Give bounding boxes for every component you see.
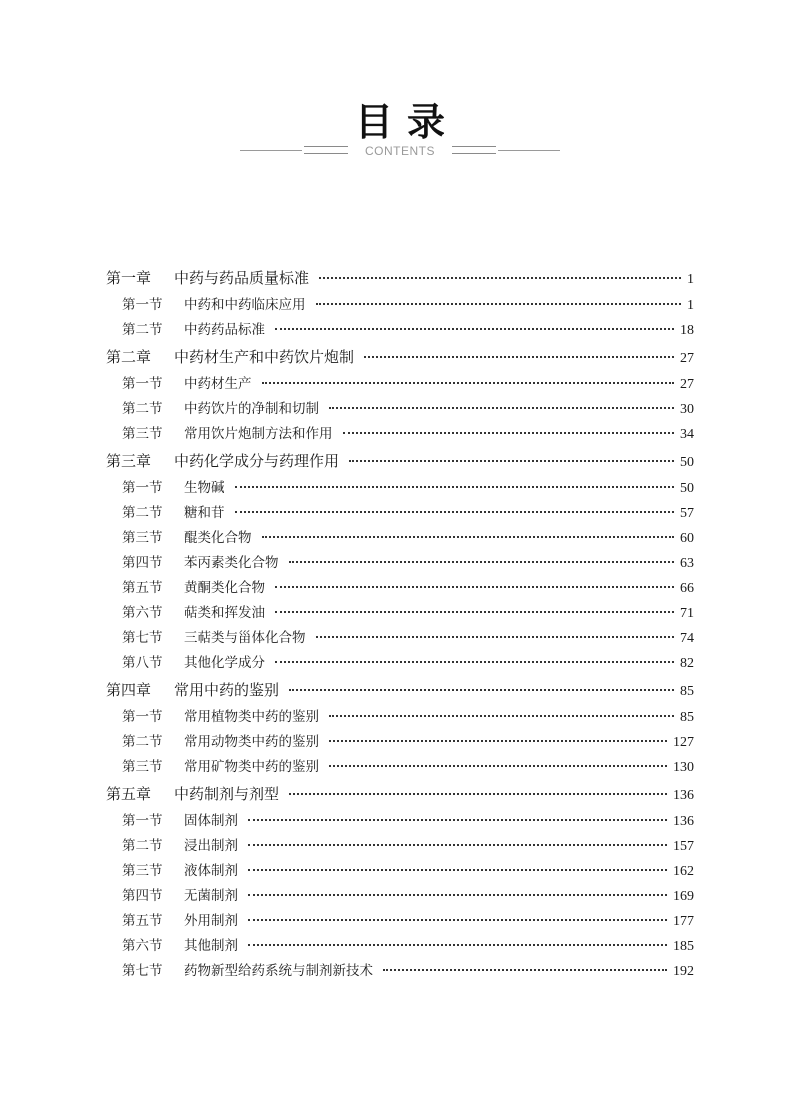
section-label: 第二节 (122, 401, 163, 417)
chapter-label: 第一章 (106, 269, 152, 287)
dot-leader (248, 869, 667, 871)
section-title: 常用矿物类中药的鉴别 (184, 759, 319, 775)
dot-leader (289, 793, 667, 795)
dot-leader (248, 844, 667, 846)
dot-leader (235, 511, 675, 513)
section-title: 其他化学成分 (184, 655, 265, 671)
toc-section-row[interactable] (106, 422, 694, 447)
chapter-title: 中药化学成分与药理作用 (174, 452, 340, 470)
section-label: 第一节 (122, 709, 163, 725)
dot-leader (329, 407, 674, 409)
page-title: 目录 (354, 100, 459, 144)
dot-leader (248, 944, 667, 946)
chapter-label: 第三章 (106, 452, 152, 470)
page-number: 85 (680, 684, 694, 699)
section-label: 第八节 (122, 655, 163, 671)
page-number: 192 (673, 964, 694, 979)
section-label: 第四节 (122, 888, 163, 904)
section-title: 浸出制剂 (184, 838, 238, 854)
section-title: 常用动物类中药的鉴别 (184, 734, 319, 750)
section-title: 药物新型给药系统与制剂新技术 (184, 963, 373, 979)
chapter-label: 第二章 (106, 348, 152, 366)
page-number: 50 (680, 481, 694, 496)
section-label: 第六节 (122, 605, 163, 621)
section-title: 糖和苷 (184, 505, 225, 521)
section-title: 中药和中药临床应用 (184, 297, 306, 313)
page-number: 30 (680, 402, 694, 417)
section-title: 中药材生产 (184, 376, 252, 392)
dot-leader (262, 536, 675, 538)
dot-leader (248, 894, 667, 896)
page-number: 127 (673, 735, 694, 750)
toc-section-row[interactable] (106, 809, 694, 834)
section-title: 醌类化合物 (184, 530, 252, 546)
section-title: 固体制剂 (184, 813, 238, 829)
divider-line-left (240, 150, 302, 151)
toc-section-row[interactable] (106, 372, 694, 397)
section-label: 第二节 (122, 838, 163, 854)
toc-section-row[interactable] (106, 834, 694, 859)
section-title: 中药饮片的净制和切制 (184, 401, 319, 417)
toc-section-row[interactable] (106, 626, 694, 651)
section-label: 第二节 (122, 505, 163, 521)
page-number: 177 (673, 914, 694, 929)
section-label: 第三节 (122, 759, 163, 775)
chapter-title: 中药制剂与剂型 (174, 785, 280, 803)
page-number: 85 (680, 710, 694, 725)
page-number: 18 (680, 323, 694, 338)
page-number: 50 (680, 455, 694, 470)
section-title: 其他制剂 (184, 938, 238, 954)
toc-section-row[interactable] (106, 293, 694, 318)
toc-section-row[interactable] (106, 318, 694, 343)
section-label: 第五节 (122, 580, 163, 596)
page-number: 74 (680, 631, 694, 646)
section-label: 第五节 (122, 913, 163, 929)
toc-chapter-row[interactable] (106, 447, 694, 476)
page-number: 130 (673, 760, 694, 775)
page-number: 66 (680, 581, 694, 596)
chapter-title: 常用中药的鉴别 (174, 681, 280, 699)
toc-section-row[interactable] (106, 501, 694, 526)
section-label: 第二节 (122, 734, 163, 750)
page-number: 169 (673, 889, 694, 904)
section-label: 第二节 (122, 322, 163, 338)
toc-section-row[interactable] (106, 601, 694, 626)
toc-section-row[interactable] (106, 884, 694, 909)
section-title: 无菌制剂 (184, 888, 238, 904)
dot-leader (364, 356, 674, 358)
toc-section-row[interactable] (106, 730, 694, 755)
dot-leader (289, 689, 674, 691)
dot-leader (383, 969, 667, 971)
toc-chapter-row[interactable] (106, 780, 694, 809)
toc-section-row[interactable] (106, 551, 694, 576)
section-title: 苯丙素类化合物 (184, 555, 279, 571)
section-title: 常用植物类中药的鉴别 (184, 709, 319, 725)
section-label: 第一节 (122, 297, 163, 313)
page-number: 1 (687, 298, 694, 313)
table-of-contents (106, 264, 694, 984)
page-number: 63 (680, 556, 694, 571)
page-subtitle: CONTENTS (365, 144, 435, 158)
toc-section-row[interactable] (106, 397, 694, 422)
dot-leader (349, 460, 674, 462)
toc-section-row[interactable] (106, 909, 694, 934)
section-title: 中药药品标准 (184, 322, 265, 338)
dot-leader (275, 611, 674, 613)
dot-leader (329, 765, 667, 767)
section-title: 三萜类与甾体化合物 (184, 630, 306, 646)
page-number: 136 (673, 788, 694, 803)
page-number: 185 (673, 939, 694, 954)
section-title: 外用制剂 (184, 913, 238, 929)
page-number: 27 (680, 377, 694, 392)
chapter-label: 第五章 (106, 785, 152, 803)
dot-leader (343, 432, 675, 434)
page-number: 1 (687, 272, 694, 287)
dot-leader (316, 636, 675, 638)
dot-leader (319, 277, 681, 279)
section-title: 常用饮片炮制方法和作用 (184, 426, 333, 442)
page-number: 27 (680, 351, 694, 366)
dot-leader (262, 382, 675, 384)
page-number: 71 (680, 606, 694, 621)
dot-leader (275, 586, 674, 588)
toc-section-row[interactable] (106, 859, 694, 884)
page-number: 157 (673, 839, 694, 854)
section-label: 第一节 (122, 480, 163, 496)
chapter-title: 中药与药品质量标准 (174, 269, 310, 287)
dot-leader (289, 561, 675, 563)
dot-leader (316, 303, 682, 305)
dot-leader (248, 919, 667, 921)
toc-section-row[interactable] (106, 934, 694, 959)
section-label: 第一节 (122, 376, 163, 392)
dot-leader (275, 661, 674, 663)
page-number: 162 (673, 864, 694, 879)
toc-section-row[interactable] (106, 576, 694, 601)
toc-chapter-row[interactable] (106, 343, 694, 372)
dot-leader (248, 819, 667, 821)
page-number: 136 (673, 814, 694, 829)
section-label: 第三节 (122, 426, 163, 442)
page-number: 60 (680, 531, 694, 546)
toc-section-row[interactable] (106, 526, 694, 551)
toc-chapter-row[interactable] (106, 676, 694, 705)
section-label: 第七节 (122, 630, 163, 646)
divider-double-right (452, 146, 496, 154)
section-label: 第七节 (122, 963, 163, 979)
section-title: 液体制剂 (184, 863, 238, 879)
divider-double-left (304, 146, 348, 154)
dot-leader (235, 486, 675, 488)
toc-section-row[interactable] (106, 959, 694, 984)
page-number: 82 (680, 656, 694, 671)
dot-leader (329, 740, 667, 742)
divider-line-right (498, 150, 560, 151)
section-title: 萜类和挥发油 (184, 605, 265, 621)
section-label: 第六节 (122, 938, 163, 954)
toc-section-row[interactable] (106, 651, 694, 676)
section-label: 第四节 (122, 555, 163, 571)
toc-section-row[interactable] (106, 755, 694, 780)
page-number: 34 (680, 427, 694, 442)
section-label: 第三节 (122, 530, 163, 546)
section-title: 生物碱 (184, 480, 225, 496)
chapter-title: 中药材生产和中药饮片炮制 (174, 348, 355, 366)
page-number: 57 (680, 506, 694, 521)
section-label: 第一节 (122, 813, 163, 829)
dot-leader (275, 328, 674, 330)
section-label: 第三节 (122, 863, 163, 879)
chapter-label: 第四章 (106, 681, 152, 699)
subtitle-divider (240, 143, 560, 159)
dot-leader (329, 715, 674, 717)
section-title: 黄酮类化合物 (184, 580, 265, 596)
toc-chapter-row[interactable] (106, 264, 694, 293)
toc-section-row[interactable] (106, 476, 694, 501)
toc-section-row[interactable] (106, 705, 694, 730)
